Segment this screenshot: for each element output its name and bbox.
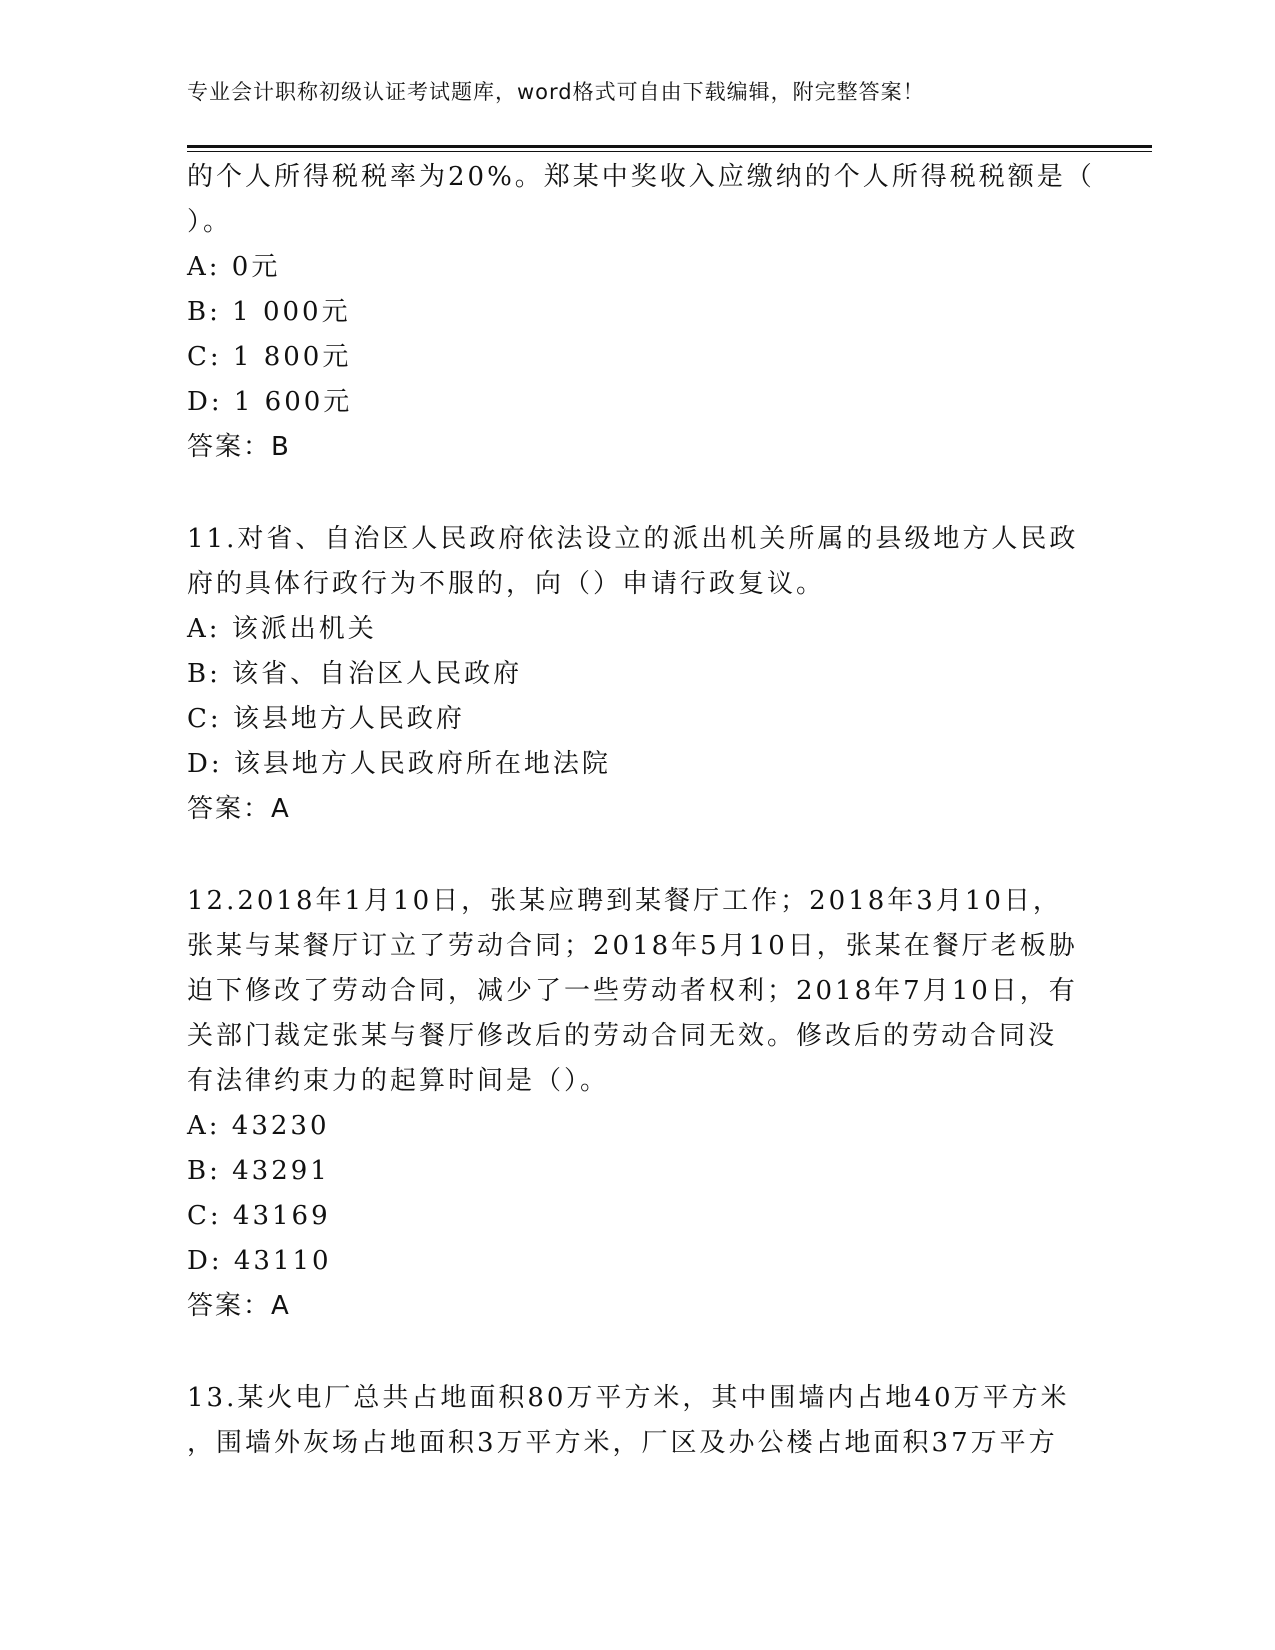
question-text-line: 关部门裁定张某与餐厅修改后的劳动合同无效。修改后的劳动合同没 bbox=[187, 1021, 1058, 1051]
document-body bbox=[187, 155, 1095, 1466]
header-rule-thick bbox=[187, 145, 1152, 148]
question-text-line: 张某与某餐厅订立了劳动合同；2018年5月10日，张某在餐厅老板胁 bbox=[187, 931, 1078, 961]
option-d: D: 43110 bbox=[187, 1246, 332, 1276]
spacer bbox=[187, 832, 1087, 879]
option-c: C: 1 800元 bbox=[187, 342, 352, 372]
option-a: A: 0元 bbox=[187, 252, 281, 282]
question-text-line: 13.某火电厂总共占地面积80万平方米，其中围墙内占地40万平方米 bbox=[187, 1383, 1070, 1413]
option-b: B: 1 000元 bbox=[187, 297, 351, 327]
spacer bbox=[187, 470, 1087, 517]
option-d: D: 该县地方人民政府所在地法院 bbox=[187, 749, 611, 779]
question-13 bbox=[187, 1376, 1087, 1466]
option-b: B: 该省、自治区人民政府 bbox=[187, 659, 523, 689]
question-12 bbox=[187, 879, 1087, 1329]
answer-line: 答案：B bbox=[187, 432, 291, 462]
question-text-line: ）。 bbox=[187, 207, 233, 237]
option-c: C: 该县地方人民政府 bbox=[187, 704, 465, 734]
option-d: D: 1 600元 bbox=[187, 387, 353, 417]
question-text-line: 的个人所得税税率为20%。郑某中奖收入应缴纳的个人所得税税额是（ bbox=[187, 162, 1095, 192]
spacer bbox=[187, 1329, 1087, 1376]
header-rule-thin bbox=[187, 151, 1152, 152]
answer-line: 答案：A bbox=[187, 794, 291, 824]
option-a: A: 43230 bbox=[187, 1111, 330, 1141]
answer-line: 答案：A bbox=[187, 1291, 291, 1321]
question-text-line: 府的具体行政行为不服的，向（）申请行政复议。 bbox=[187, 569, 826, 599]
option-a: A: 该派出机关 bbox=[187, 614, 377, 644]
question-10 bbox=[187, 155, 1095, 470]
question-text-line: 11.对省、自治区人民政府依法设立的派出机关所属的县级地方人民政 bbox=[187, 524, 1079, 554]
option-b: B: 43291 bbox=[187, 1156, 330, 1186]
question-text-line: 有法律约束力的起算时间是（）。 bbox=[187, 1066, 610, 1096]
question-text-line: 12.2018年1月10日，张某应聘到某餐厅工作；2018年3月10日， bbox=[187, 886, 1062, 916]
question-text-line: ，围墙外灰场占地面积3万平方米，厂区及办公楼占地面积37万平方 bbox=[187, 1428, 1058, 1458]
question-text-line: 迫下修改了劳动合同，减少了一些劳动者权利；2018年7月10日，有 bbox=[187, 976, 1078, 1006]
question-11 bbox=[187, 517, 1087, 832]
page-header: 专业会计职称初级认证考试题库，word格式可自由下载编辑，附完整答案！ bbox=[187, 80, 925, 104]
option-c: C: 43169 bbox=[187, 1201, 331, 1231]
